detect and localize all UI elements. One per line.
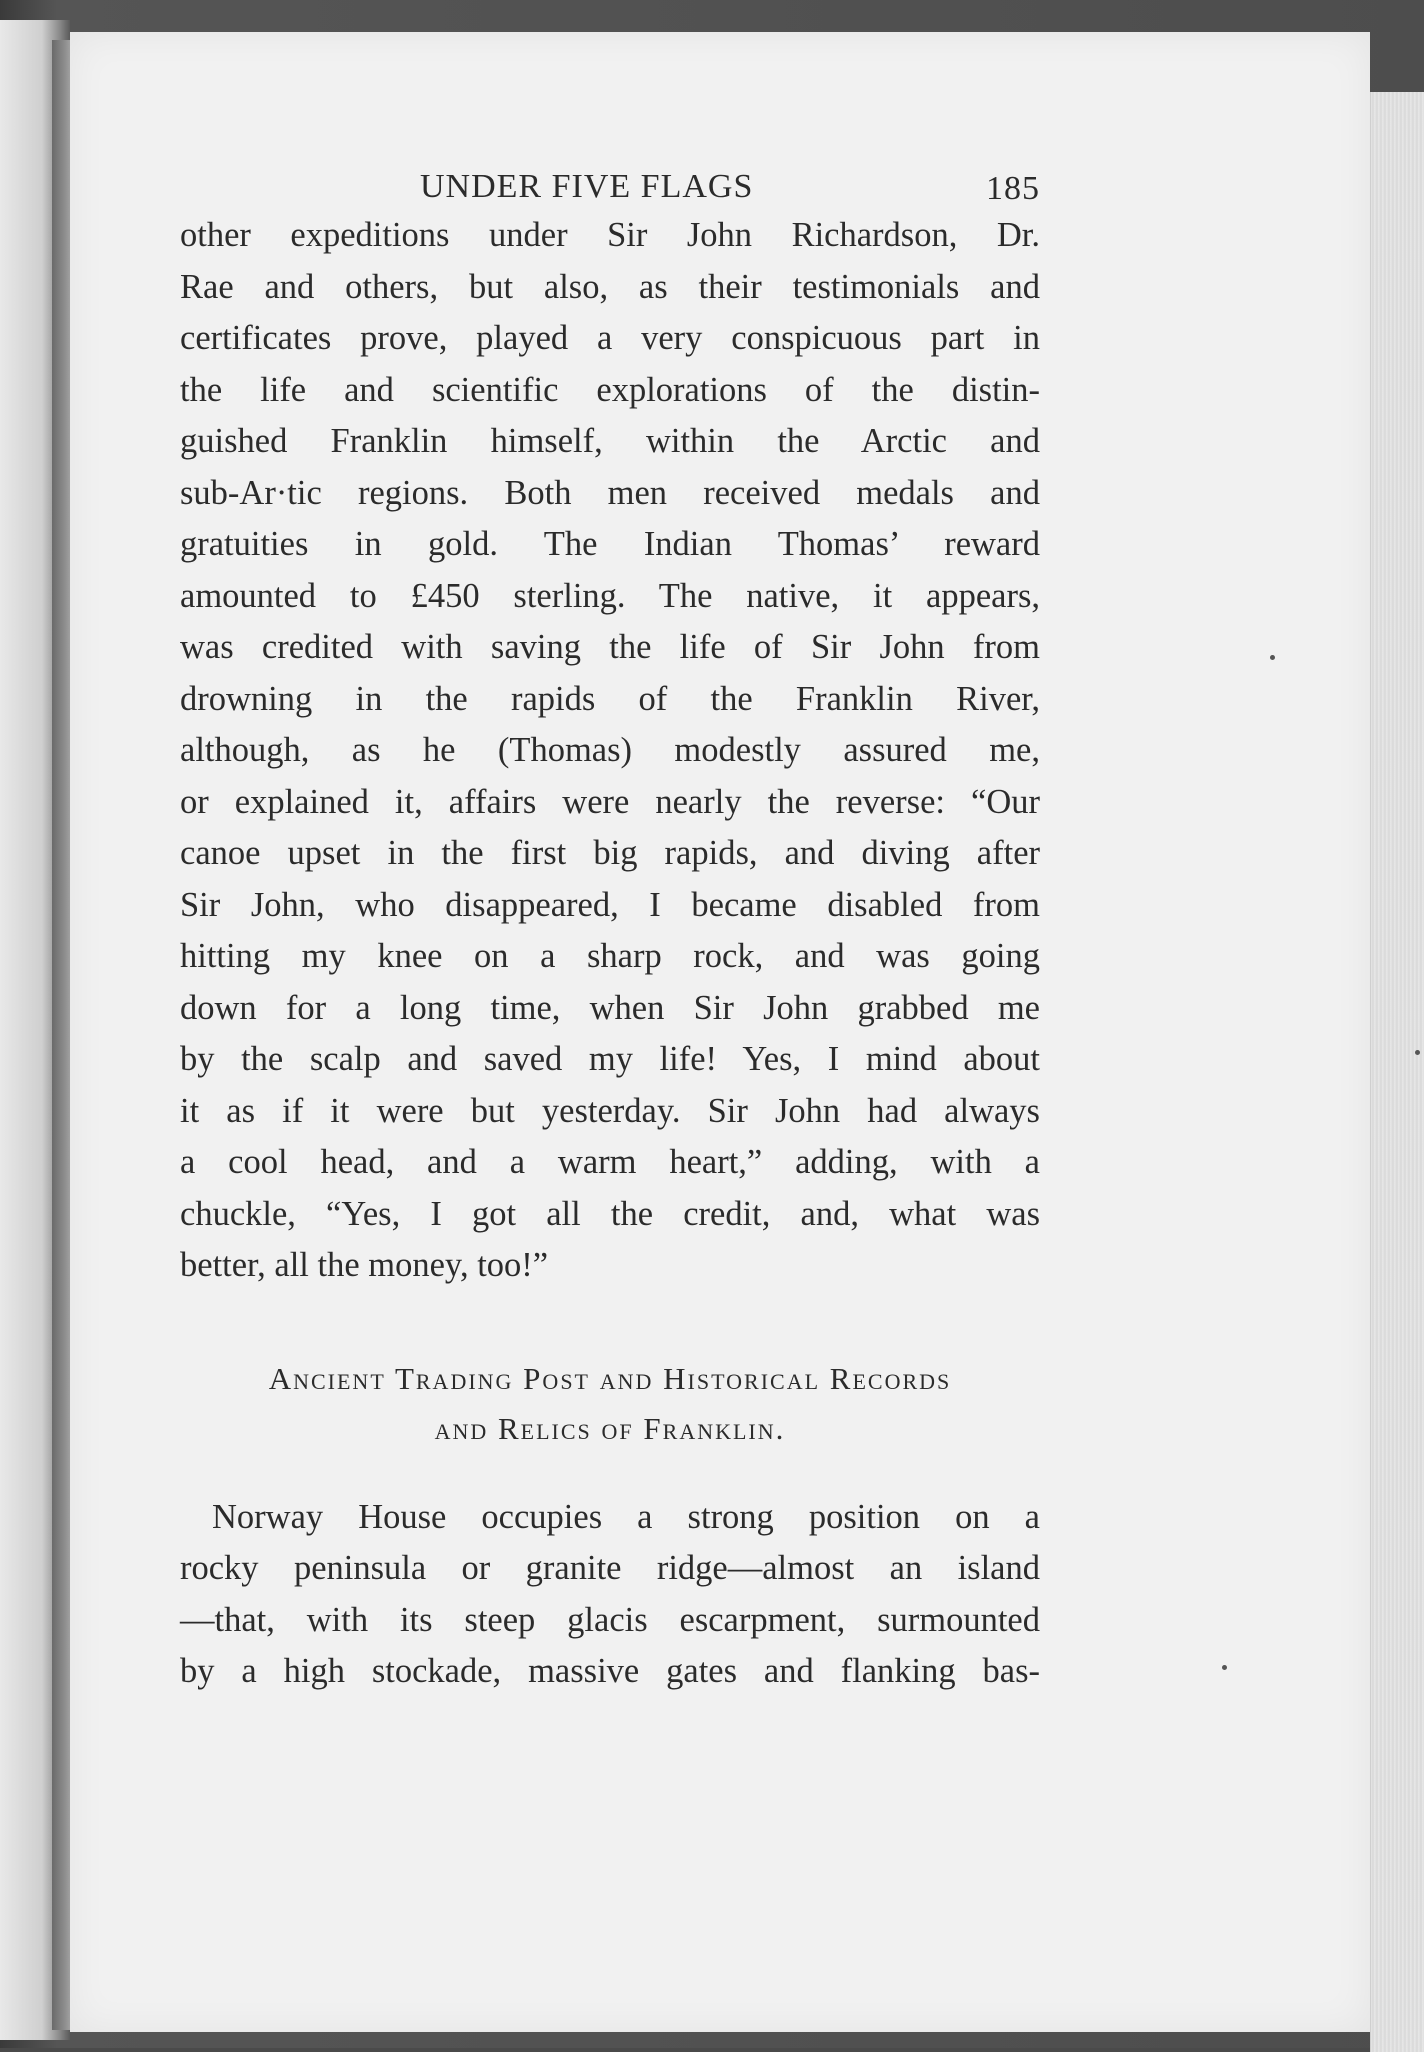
text-line: Rae and others, but also, as their testimonials and (180, 267, 1040, 306)
text-line: was credited with saving the life of Sir John from (180, 628, 1040, 666)
page-number: 185 (986, 170, 1040, 207)
scan-speck (1222, 1665, 1227, 1670)
text-line: amounted to £450 sterling. The native, it appears, (180, 576, 1040, 615)
text-line: gratuities in gold. The Indian Thomas’ reward (180, 525, 1040, 563)
section-heading (180, 1354, 1040, 1454)
text-line: or explained it, affairs were nearly the reverse: “Our (180, 782, 1040, 821)
page-text (180, 160, 1040, 1698)
text-line: although, as he (Thomas) modestly assured me, (180, 731, 1040, 769)
text-line: it as if it were but yesterday. Sir John had always (180, 1091, 1040, 1130)
text-line: Norway House occupies a strong position on a (212, 1497, 1040, 1536)
text-line: better, all the money, too!” (180, 1246, 549, 1284)
text-line: chuckle, “Yes, I got all the credit, and, what was (180, 1194, 1040, 1233)
text-line: by the scalp and saved my life! Yes, I mind about (180, 1040, 1040, 1078)
text-line: rocky peninsula or granite ridge—almost an island (180, 1549, 1040, 1587)
text-line: a cool head, and a warm heart,” adding, with a (180, 1143, 1040, 1181)
section-heading-line: and Relics of Franklin. (434, 1410, 786, 1446)
text-line: by a high stockade, massive gates and flanking bas- (180, 1652, 1040, 1690)
text-line: certificates prove, played a very conspicuous part in (180, 319, 1040, 357)
section-heading-line: Ancient Trading Post and Historical Records (268, 1360, 952, 1396)
paragraph-2 (180, 1492, 1040, 1698)
paragraph-1 (180, 210, 1040, 1292)
text-line: guished Franklin himself, within the Arctic and (180, 422, 1040, 460)
text-line: other expeditions under Sir John Richardson, Dr. (180, 216, 1040, 254)
running-head (180, 160, 1040, 210)
running-head-title: UNDER FIVE FLAGS (420, 168, 754, 205)
page-stack-edge (1370, 92, 1424, 2052)
text-line: sub-Ar·tic regions. Both men received medals and (180, 473, 1040, 512)
text-line: down for a long time, when Sir John grabbed me (180, 988, 1040, 1027)
text-line: canoe upset in the first big rapids, and diving after (180, 834, 1040, 872)
text-line: hitting my knee on a sharp rock, and was going (180, 937, 1040, 975)
scan-speck (1270, 655, 1275, 660)
text-line: drowning in the rapids of the Franklin River, (180, 679, 1040, 718)
text-line: Sir John, who disappeared, I became disabled from (180, 885, 1040, 924)
text-line: —that, with its steep glacis escarpment, surmounted (180, 1600, 1040, 1639)
text-line: the life and scientific explorations of the distin- (180, 370, 1040, 409)
scan-speck (1415, 1050, 1420, 1055)
